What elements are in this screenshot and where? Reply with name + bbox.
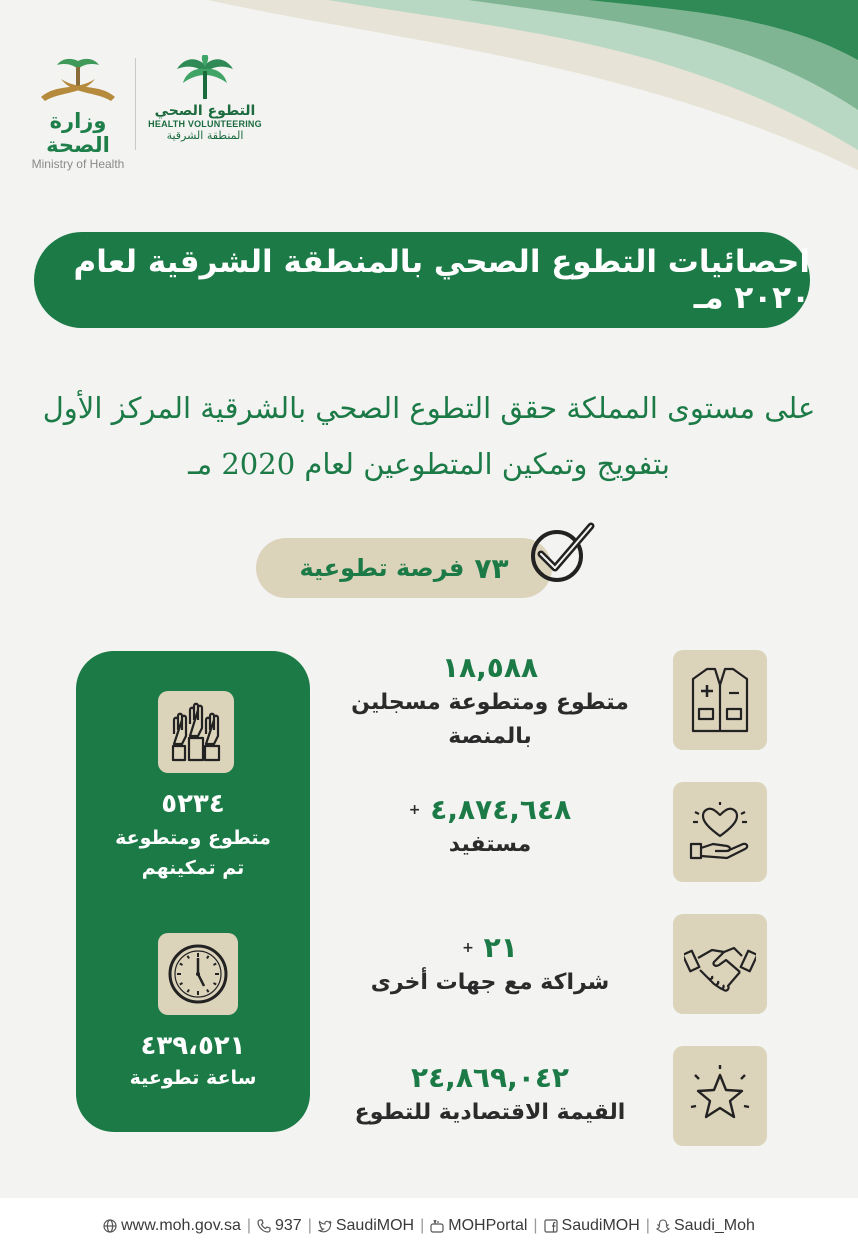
vest-icon [689,665,751,735]
stat-icon-box-partnerships [673,914,767,1014]
moh-english-name: Ministry of Health [31,157,125,171]
clock-box [158,933,238,1015]
enabled-number: ٥٢٣٤ [161,789,225,819]
footer-snapchat[interactable]: Saudi_Moh [656,1217,755,1235]
stat-icon-box-beneficiaries [673,782,767,882]
hours-number: ٤٣٩،٥٢١ [140,1031,246,1061]
palm-swords-icon [35,55,121,105]
opportunities-number: ٧٣ [474,551,509,585]
clock-icon [166,942,230,1006]
title-banner [34,232,810,328]
stat-partnerships-number: ٢١ + [462,931,518,964]
heart-hand-icon [687,800,753,864]
palm-tree-icon [173,55,237,99]
enabled-label-1: متطوع ومتطوعة [115,827,271,849]
stat-economic-number: ٢٤,٨٦٩,٠٤٢ [411,1061,569,1094]
facebook-icon [544,1219,558,1233]
moh-arabic-name: وزارة الصحة [46,109,110,157]
intro-line-2: بتفويج وتمكين المتطوعين لعام 2020 مـ [188,447,670,481]
snapchat-icon [656,1219,670,1233]
footer-separator: | [307,1216,312,1234]
moh-logo [18,55,138,171]
raised-hands-box [158,691,234,773]
raised-hands-icon [166,700,226,764]
globe-icon [103,1219,117,1233]
stat-icon-box-economic [673,1046,767,1146]
youtube-icon [430,1219,444,1233]
enabled-volunteers-card [76,651,310,1132]
enabled-label-2: تم تمكينهم [141,857,245,879]
footer-website[interactable]: www.moh.gov.sa [103,1217,241,1235]
footer-youtube[interactable]: MOHPortal [430,1217,527,1235]
intro-line-1: على مستوى المملكة حقق التطوع الصحي بالشرقية المركز الأول [42,391,816,425]
health-volunteering-logo [140,55,270,142]
opportunities-label: فرصة تطوعية [299,554,465,582]
stat-icon-box-registered [673,650,767,750]
stat-economic-label: القيمة الاقتصادية للتطوع [354,1100,626,1125]
star-icon [687,1063,753,1129]
hv-english-name: HEALTH VOLUNTEERING [148,119,262,129]
stat-partnerships-label: شراكة مع جهات أخرى [370,970,610,995]
page-title: احصائيات التطوع الصحي بالمنطقة الشرقية لعام ٢٠٢٠ مـ [73,244,810,316]
stat-economic [320,1060,660,1130]
stat-beneficiaries-label: مستفيد [448,832,532,857]
hv-region-name: المنطقة الشرقية [166,129,244,142]
footer-contact-bar [0,1198,858,1253]
footer-separator: | [533,1216,538,1234]
stat-registered-label-1: متطوع ومتطوعة مسجلين [351,690,629,715]
hours-label: ساعة تطوعية [129,1067,257,1089]
hv-arabic-name: التطوع الصحي [154,103,256,119]
stat-registered-number: ١٨,٥٨٨ [441,651,539,684]
footer-separator: | [645,1216,650,1234]
footer-twitter[interactable]: SaudiMOH [318,1217,414,1235]
twitter-icon [318,1219,332,1233]
footer-phone[interactable]: 937 [257,1217,302,1235]
stat-beneficiaries [320,792,660,862]
stat-beneficiaries-number: ٤,٨٧٤,٦٤٨ + [408,793,572,826]
footer-facebook[interactable]: SaudiMOH [544,1217,640,1235]
intro-text [20,380,838,492]
decorative-swoosh [208,0,858,180]
check-circle-icon [527,520,597,584]
footer-separator: | [420,1216,425,1234]
logo-divider [135,58,136,150]
stat-registered [320,650,660,754]
handshake-icon [684,934,756,994]
enabled-block [76,789,310,883]
footer-separator: | [246,1216,251,1234]
hours-block [76,1031,310,1093]
opportunities-pill [256,538,552,598]
stat-registered-label-2: بالمنصة [448,724,532,749]
stat-partnerships [320,930,660,1000]
phone-icon [257,1219,271,1233]
